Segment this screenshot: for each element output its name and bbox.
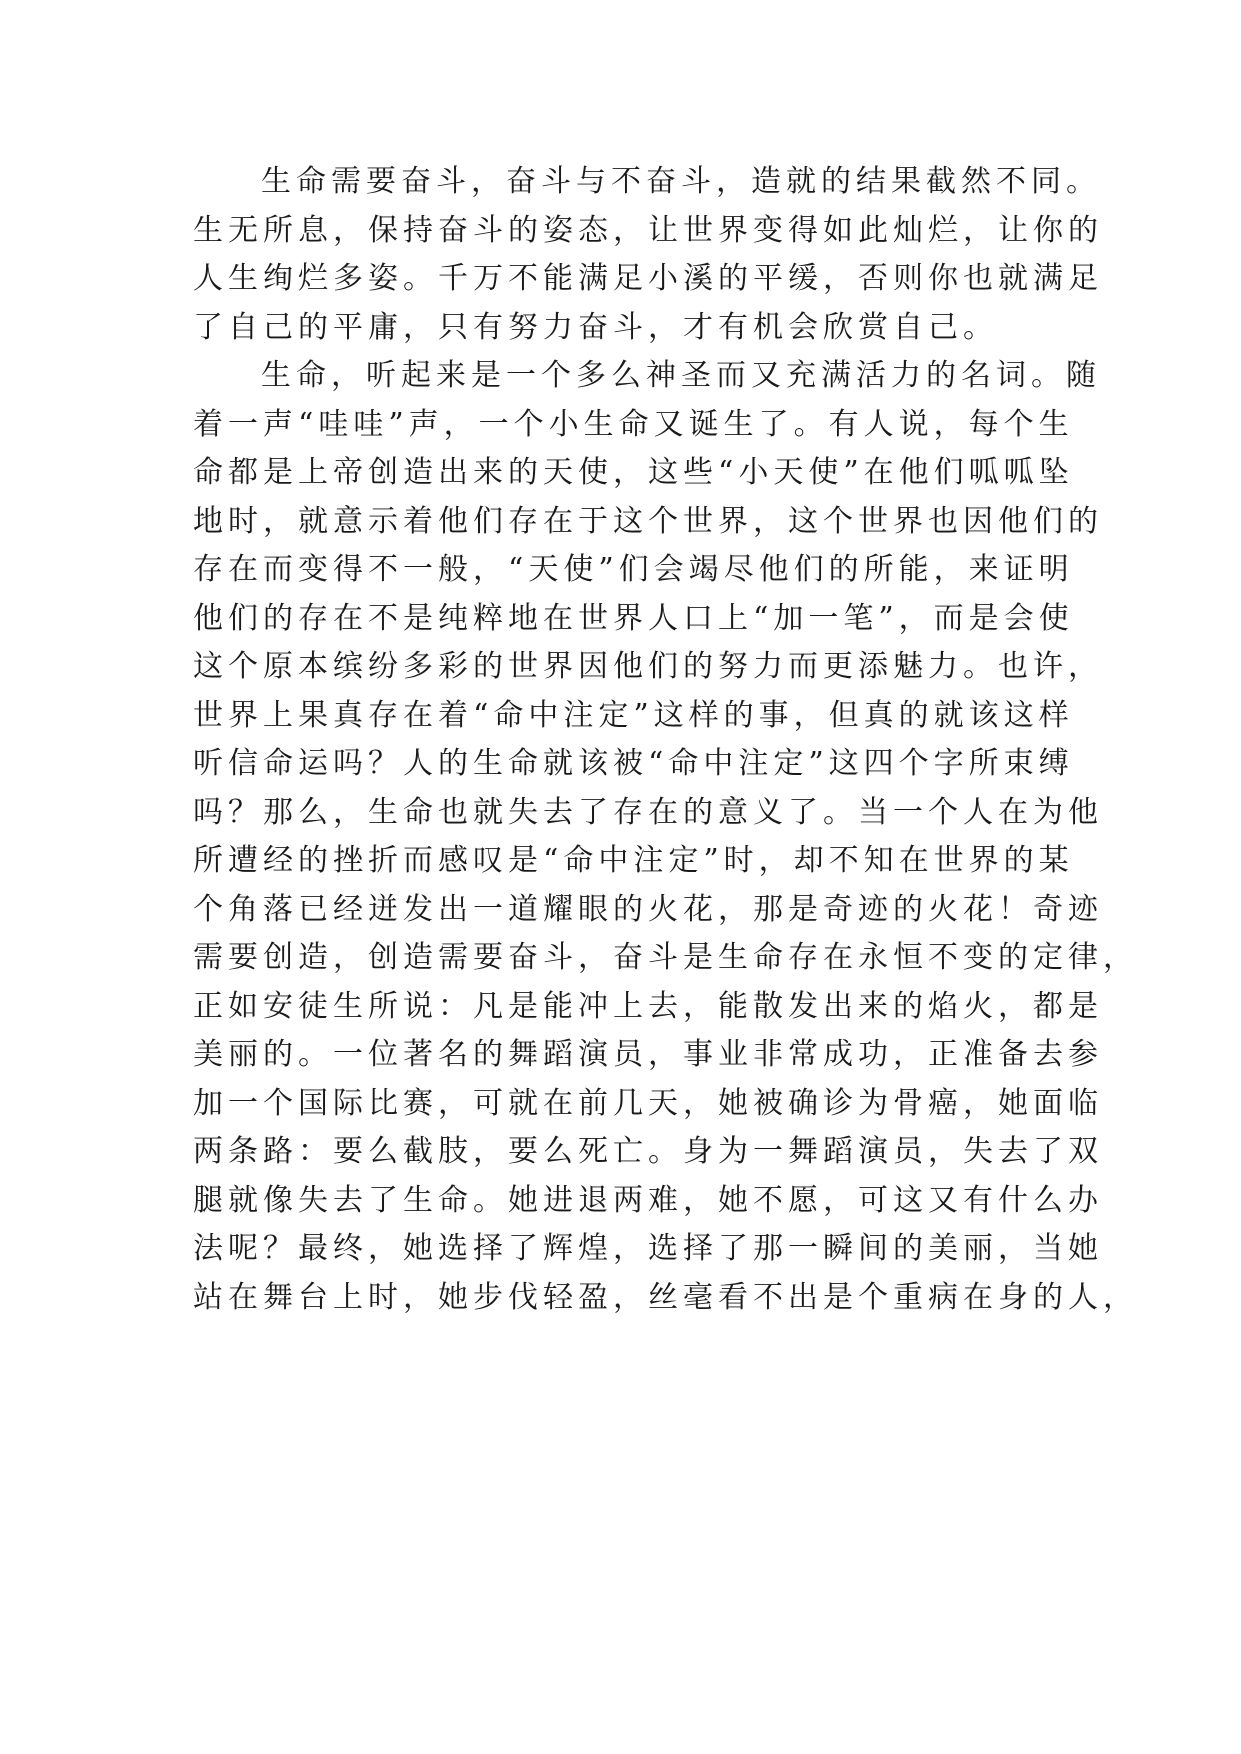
paragraph-line: 命都是上帝创造出来的天使，这些“小天使”在他们呱呱坠 [193, 455, 1074, 490]
paragraph-line: 两条路：要么截肢，要么死亡。身为一舞蹈演员，失去了双 [193, 1134, 1103, 1169]
paragraph-line: 着一声“哇哇”声，一个小生命又诞生了。有人说，每个生 [193, 406, 1074, 442]
paragraph-line: 地时，就意示着他们存在于这个世界，这个世界也因他们的 [193, 503, 1103, 539]
paragraph-line: 世界上果真存在着“命中注定”这样的事，但真的就该这样 [193, 697, 1074, 733]
paragraph-line: 他们的存在不是纯粹地在世界人口上“加一笔”，而是会使 [193, 600, 1074, 636]
paragraph-line: 吗？那么，生命也就失去了存在的意义了。当一个人在为他 [193, 794, 1103, 830]
paragraph-line: 法呢？最终，她选择了辉煌，选择了那一瞬间的美丽，当她 [193, 1231, 1103, 1266]
paragraph-line: 腿就像失去了生命。她进退两难，她不愿，可这又有什么办 [193, 1182, 1103, 1218]
paragraph-line: 个角落已经迸发出一道耀眼的火花，那是奇迹的火花！奇迹 [193, 891, 1103, 927]
paragraph-line: 所遭经的挫折而感叹是“命中注定”时，却不知在世界的某 [193, 843, 1074, 878]
paragraph-line: 生无所息，保持奋斗的姿态，让世界变得如此灿烂，让你的 [193, 212, 1103, 248]
paragraph-line: 美丽的。一位著名的舞蹈演员，事业非常成功，正准备去参 [193, 1037, 1103, 1072]
paragraph-line: 了自己的平庸，只有努力奋斗，才有机会欣赏自己。 [193, 309, 998, 345]
body-text [193, 158, 1138, 1322]
paragraph-line: 听信命运吗？人的生命就该被“命中注定”这四个字所束缚 [193, 746, 1074, 781]
paragraph-line: 站在舞台上时，她步伐轻盈，丝毫看不出是个重病在身的人， [193, 1279, 1138, 1315]
paragraph-line: 人生绚烂多姿。千万不能满足小溪的平缓，否则你也就满足 [193, 261, 1103, 296]
paragraph-line: 这个原本缤纷多彩的世界因他们的努力而更添魅力。也许， [193, 649, 1103, 684]
paragraph-line: 正如安徒生所说：凡是能冲上去，能散发出来的焰火，都是 [193, 988, 1103, 1024]
paragraph-line: 生命，听起来是一个多么神圣而又充满活力的名词。随 [261, 358, 1101, 393]
paragraph-line: 存在而变得不一般，“天使”们会竭尽他们的所能，来证明 [193, 552, 1074, 587]
paragraph-line: 生命需要奋斗，奋斗与不奋斗，造就的结果截然不同。 [261, 164, 1101, 199]
paragraph-line: 加一个国际比赛，可就在前几天，她被确诊为骨癌，她面临 [193, 1085, 1103, 1121]
paragraph-line: 需要创造，创造需要奋斗，奋斗是生命存在永恒不变的定律， [193, 940, 1138, 975]
